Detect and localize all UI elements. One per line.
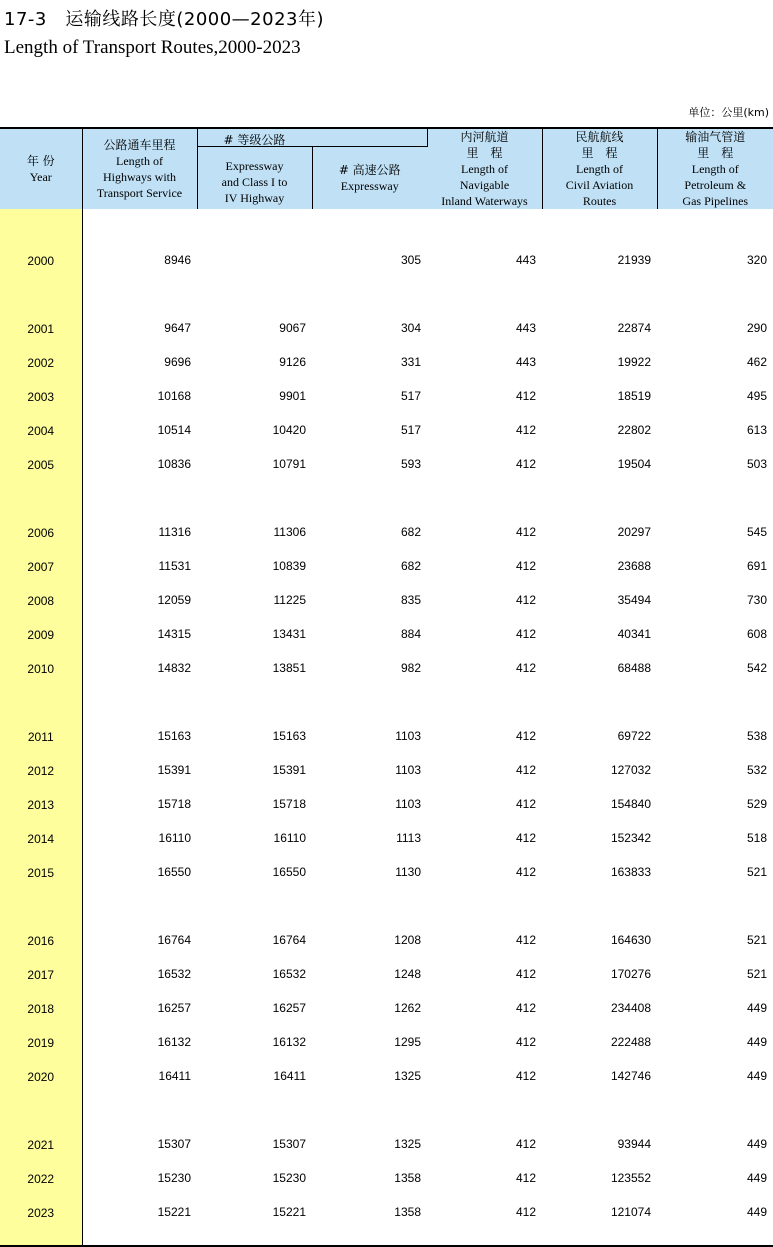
empty-cell (82, 889, 197, 923)
empty-cell (427, 889, 542, 923)
table-row (0, 413, 773, 447)
graded-cell: 16411 (197, 1059, 312, 1093)
graded-cell: 9126 (197, 345, 312, 379)
empty-cell (657, 889, 773, 923)
highway-cell: 11316 (82, 515, 197, 549)
empty-cell (427, 1229, 542, 1246)
highway-cell: 15230 (82, 1161, 197, 1195)
expressway-cell: 517 (312, 379, 427, 413)
highway-cell: 16532 (82, 957, 197, 991)
table-row (0, 515, 773, 549)
header-aviation-en-1: Length of (543, 161, 657, 177)
highway-cell: 15163 (82, 719, 197, 753)
table-row (0, 583, 773, 617)
table-row (0, 1025, 773, 1059)
pipeline-cell: 518 (657, 821, 773, 855)
year-cell: 2006 (0, 515, 82, 549)
header-year (0, 128, 82, 209)
pipeline-cell: 608 (657, 617, 773, 651)
graded-cell: 16550 (197, 855, 312, 889)
empty-cell (312, 1229, 427, 1246)
table-body (0, 209, 773, 1246)
year-cell: 2001 (0, 311, 82, 345)
expressway-cell: 305 (312, 243, 427, 277)
aviation-cell: 123552 (542, 1161, 657, 1195)
header-graded-en-3: IV Highway (198, 190, 312, 206)
empty-cell (657, 1229, 773, 1246)
expressway-cell: 304 (312, 311, 427, 345)
graded-cell: 10791 (197, 447, 312, 481)
empty-cell (657, 685, 773, 719)
inland-cell: 412 (427, 1059, 542, 1093)
graded-cell: 10420 (197, 413, 312, 447)
year-cell: 2015 (0, 855, 82, 889)
inland-cell: 412 (427, 447, 542, 481)
year-cell: 2014 (0, 821, 82, 855)
year-cell: 2013 (0, 787, 82, 821)
header-pipeline-cn-1: 输油气管道 (658, 129, 773, 145)
empty-cell (197, 277, 312, 311)
empty-cell (542, 889, 657, 923)
graded-cell: 16257 (197, 991, 312, 1025)
year-cell: 2021 (0, 1127, 82, 1161)
highway-cell: 8946 (82, 243, 197, 277)
header-year-en: Year (0, 169, 82, 185)
header-aviation (542, 128, 657, 209)
year-cell: 2000 (0, 243, 82, 277)
expressway-cell: 1130 (312, 855, 427, 889)
graded-cell: 15307 (197, 1127, 312, 1161)
expressway-cell: 1103 (312, 719, 427, 753)
year-cell: 2012 (0, 753, 82, 787)
year-cell (0, 1229, 82, 1246)
header-inland-cn-2: 里 程 (428, 145, 542, 161)
header-highway-en-3: Transport Service (83, 185, 197, 201)
pipeline-cell: 545 (657, 515, 773, 549)
aviation-cell: 154840 (542, 787, 657, 821)
inland-cell: 412 (427, 515, 542, 549)
empty-cell (197, 889, 312, 923)
year-cell (0, 1093, 82, 1127)
expressway-cell: 682 (312, 549, 427, 583)
aviation-cell: 121074 (542, 1195, 657, 1229)
transport-routes-table (0, 127, 773, 1247)
aviation-cell: 18519 (542, 379, 657, 413)
header-pipeline-en-2: Petroleum & (658, 177, 773, 193)
pipeline-cell: 449 (657, 1127, 773, 1161)
graded-cell: 13851 (197, 651, 312, 685)
empty-cell (197, 209, 312, 243)
header-inland (427, 128, 542, 209)
expressway-cell: 1295 (312, 1025, 427, 1059)
empty-cell (312, 209, 427, 243)
highway-cell: 10168 (82, 379, 197, 413)
header-expressway-cn: # 高速公路 (313, 162, 428, 178)
empty-cell (197, 1093, 312, 1127)
empty-cell (312, 1093, 427, 1127)
table-row (0, 855, 773, 889)
empty-cell (427, 685, 542, 719)
year-cell (0, 481, 82, 515)
aviation-cell: 23688 (542, 549, 657, 583)
year-cell: 2019 (0, 1025, 82, 1059)
inland-cell: 412 (427, 719, 542, 753)
highway-cell: 16550 (82, 855, 197, 889)
graded-cell: 10839 (197, 549, 312, 583)
empty-cell (657, 481, 773, 515)
inland-cell: 412 (427, 379, 542, 413)
pipeline-cell: 449 (657, 1059, 773, 1093)
expressway-cell: 593 (312, 447, 427, 481)
header-year-cn: 年 份 (0, 153, 82, 169)
pipeline-cell: 529 (657, 787, 773, 821)
unit-label: 单位：公里(km) (688, 104, 769, 120)
pipeline-cell: 532 (657, 753, 773, 787)
pipeline-cell: 730 (657, 583, 773, 617)
empty-cell (427, 481, 542, 515)
pipeline-cell: 521 (657, 923, 773, 957)
inland-cell: 412 (427, 1195, 542, 1229)
aviation-cell: 163833 (542, 855, 657, 889)
highway-cell: 16411 (82, 1059, 197, 1093)
year-cell: 2018 (0, 991, 82, 1025)
graded-cell (197, 243, 312, 277)
table-row (0, 923, 773, 957)
inland-cell: 412 (427, 923, 542, 957)
header-pipeline-cn-2: 里 程 (658, 145, 773, 161)
header-inland-en-3: Inland Waterways (428, 193, 542, 209)
pipeline-cell: 613 (657, 413, 773, 447)
year-cell: 2009 (0, 617, 82, 651)
aviation-cell: 222488 (542, 1025, 657, 1059)
expressway-cell: 982 (312, 651, 427, 685)
year-cell: 2023 (0, 1195, 82, 1229)
pipeline-cell: 538 (657, 719, 773, 753)
header-pipeline (657, 128, 773, 209)
table-row (0, 1127, 773, 1161)
year-cell: 2010 (0, 651, 82, 685)
table-row (0, 1161, 773, 1195)
expressway-cell: 1113 (312, 821, 427, 855)
expressway-cell: 1358 (312, 1195, 427, 1229)
pipeline-cell: 449 (657, 991, 773, 1025)
highway-cell: 15221 (82, 1195, 197, 1229)
year-cell: 2016 (0, 923, 82, 957)
expressway-cell: 1262 (312, 991, 427, 1025)
spacer-row (0, 277, 773, 311)
empty-cell (312, 277, 427, 311)
highway-cell: 9696 (82, 345, 197, 379)
graded-cell: 15718 (197, 787, 312, 821)
empty-cell (197, 1229, 312, 1246)
table-row (0, 821, 773, 855)
aviation-cell: 68488 (542, 651, 657, 685)
empty-cell (427, 277, 542, 311)
aviation-cell: 22874 (542, 311, 657, 345)
empty-cell (427, 209, 542, 243)
graded-cell: 9901 (197, 379, 312, 413)
table-row (0, 991, 773, 1025)
empty-cell (657, 209, 773, 243)
pipeline-cell: 521 (657, 957, 773, 991)
header-graded (197, 147, 312, 209)
year-cell: 2011 (0, 719, 82, 753)
graded-cell: 15391 (197, 753, 312, 787)
aviation-cell: 93944 (542, 1127, 657, 1161)
empty-cell (197, 685, 312, 719)
empty-cell (427, 1093, 542, 1127)
spacer-row (0, 685, 773, 719)
empty-cell (82, 685, 197, 719)
aviation-cell: 164630 (542, 923, 657, 957)
aviation-cell: 234408 (542, 991, 657, 1025)
empty-cell (542, 277, 657, 311)
table-row (0, 243, 773, 277)
pipeline-cell: 691 (657, 549, 773, 583)
year-cell: 2003 (0, 379, 82, 413)
empty-cell (82, 481, 197, 515)
aviation-cell: 21939 (542, 243, 657, 277)
highway-cell: 14315 (82, 617, 197, 651)
expressway-cell: 1208 (312, 923, 427, 957)
aviation-cell: 142746 (542, 1059, 657, 1093)
pipeline-cell: 495 (657, 379, 773, 413)
inland-cell: 412 (427, 651, 542, 685)
page-title-en: Length of Transport Routes,2000-2023 (4, 37, 301, 59)
inland-cell: 412 (427, 753, 542, 787)
expressway-cell: 1103 (312, 753, 427, 787)
pipeline-cell: 462 (657, 345, 773, 379)
empty-cell (82, 277, 197, 311)
spacer-row (0, 1229, 773, 1246)
year-cell: 2007 (0, 549, 82, 583)
empty-cell (542, 1229, 657, 1246)
year-cell: 2005 (0, 447, 82, 481)
table-row (0, 651, 773, 685)
pipeline-cell: 320 (657, 243, 773, 277)
graded-cell: 15230 (197, 1161, 312, 1195)
highway-cell: 16132 (82, 1025, 197, 1059)
highway-cell: 15307 (82, 1127, 197, 1161)
pipeline-cell: 290 (657, 311, 773, 345)
pipeline-cell: 542 (657, 651, 773, 685)
inland-cell: 412 (427, 549, 542, 583)
aviation-cell: 127032 (542, 753, 657, 787)
empty-cell (542, 1093, 657, 1127)
header-highway-cn: 公路通车里程 (83, 137, 197, 153)
inland-cell: 412 (427, 821, 542, 855)
graded-cell: 16110 (197, 821, 312, 855)
pipeline-cell: 503 (657, 447, 773, 481)
graded-cell: 11306 (197, 515, 312, 549)
highway-cell: 10836 (82, 447, 197, 481)
table-row (0, 345, 773, 379)
header-expressway-en: Expressway (313, 178, 428, 194)
header-aviation-cn-2: 里 程 (543, 145, 657, 161)
highway-cell: 9647 (82, 311, 197, 345)
inland-cell: 443 (427, 243, 542, 277)
spacer-row (0, 209, 773, 243)
empty-cell (197, 481, 312, 515)
inland-cell: 443 (427, 345, 542, 379)
expressway-cell: 682 (312, 515, 427, 549)
highway-cell: 15391 (82, 753, 197, 787)
graded-cell: 11225 (197, 583, 312, 617)
table-row (0, 379, 773, 413)
aviation-cell: 19504 (542, 447, 657, 481)
inland-cell: 443 (427, 311, 542, 345)
aviation-cell: 152342 (542, 821, 657, 855)
expressway-cell: 884 (312, 617, 427, 651)
empty-cell (312, 481, 427, 515)
header-graded-en-1: Expressway (198, 158, 312, 174)
graded-cell: 16532 (197, 957, 312, 991)
empty-cell (82, 1229, 197, 1246)
inland-cell: 412 (427, 787, 542, 821)
spacer-row (0, 889, 773, 923)
pipeline-cell: 521 (657, 855, 773, 889)
highway-cell: 14832 (82, 651, 197, 685)
inland-cell: 412 (427, 617, 542, 651)
table-row (0, 549, 773, 583)
pipeline-cell: 449 (657, 1025, 773, 1059)
header-inland-en-1: Length of (428, 161, 542, 177)
graded-cell: 13431 (197, 617, 312, 651)
graded-cell: 15221 (197, 1195, 312, 1229)
expressway-cell: 835 (312, 583, 427, 617)
empty-cell (657, 1093, 773, 1127)
pipeline-cell: 449 (657, 1195, 773, 1229)
year-cell: 2022 (0, 1161, 82, 1195)
highway-cell: 10514 (82, 413, 197, 447)
empty-cell (542, 481, 657, 515)
year-cell: 2002 (0, 345, 82, 379)
aviation-cell: 170276 (542, 957, 657, 991)
highway-cell: 16257 (82, 991, 197, 1025)
highway-cell: 12059 (82, 583, 197, 617)
table-row (0, 447, 773, 481)
header-graded-cn: # 等级公路 (198, 132, 427, 148)
expressway-cell: 1358 (312, 1161, 427, 1195)
table-row (0, 617, 773, 651)
table-row (0, 753, 773, 787)
empty-cell (82, 1093, 197, 1127)
expressway-cell: 331 (312, 345, 427, 379)
pipeline-cell: 449 (657, 1161, 773, 1195)
aviation-cell: 35494 (542, 583, 657, 617)
spacer-row (0, 481, 773, 515)
graded-cell: 9067 (197, 311, 312, 345)
empty-cell (657, 277, 773, 311)
header-inland-en-2: Navigable (428, 177, 542, 193)
header-expressway (312, 147, 427, 209)
graded-cell: 15163 (197, 719, 312, 753)
expressway-cell: 517 (312, 413, 427, 447)
year-cell: 2017 (0, 957, 82, 991)
highway-cell: 16764 (82, 923, 197, 957)
expressway-cell: 1248 (312, 957, 427, 991)
inland-cell: 412 (427, 1025, 542, 1059)
header-highway (82, 128, 197, 209)
header-highway-en-2: Highways with (83, 169, 197, 185)
year-cell (0, 685, 82, 719)
inland-cell: 412 (427, 855, 542, 889)
year-cell: 2020 (0, 1059, 82, 1093)
aviation-cell: 22802 (542, 413, 657, 447)
header-highway-en-1: Length of (83, 153, 197, 169)
aviation-cell: 20297 (542, 515, 657, 549)
aviation-cell: 69722 (542, 719, 657, 753)
inland-cell: 412 (427, 583, 542, 617)
empty-cell (312, 685, 427, 719)
header-graded-en-2: and Class I to (198, 174, 312, 190)
table-row (0, 957, 773, 991)
table-header (0, 128, 773, 209)
empty-cell (82, 209, 197, 243)
highway-cell: 16110 (82, 821, 197, 855)
table-row (0, 719, 773, 753)
header-pipeline-en-3: Gas Pipelines (658, 193, 773, 209)
highway-cell: 11531 (82, 549, 197, 583)
graded-cell: 16764 (197, 923, 312, 957)
inland-cell: 412 (427, 991, 542, 1025)
year-cell (0, 209, 82, 243)
header-inland-cn-1: 内河航道 (428, 129, 542, 145)
header-pipeline-en-1: Length of (658, 161, 773, 177)
header-aviation-cn-1: 民航航线 (543, 129, 657, 145)
inland-cell: 412 (427, 1161, 542, 1195)
page-title-cn: 17-3 运输线路长度(2000—2023年) (4, 5, 324, 31)
year-cell (0, 889, 82, 923)
inland-cell: 412 (427, 1127, 542, 1161)
inland-cell: 412 (427, 957, 542, 991)
highway-cell: 15718 (82, 787, 197, 821)
spacer-row (0, 1093, 773, 1127)
table-row (0, 1059, 773, 1093)
expressway-cell: 1325 (312, 1059, 427, 1093)
header-aviation-en-2: Civil Aviation (543, 177, 657, 193)
empty-cell (312, 889, 427, 923)
aviation-cell: 40341 (542, 617, 657, 651)
header-aviation-en-3: Routes (543, 193, 657, 209)
year-cell: 2004 (0, 413, 82, 447)
year-cell: 2008 (0, 583, 82, 617)
expressway-cell: 1103 (312, 787, 427, 821)
table-row (0, 311, 773, 345)
aviation-cell: 19922 (542, 345, 657, 379)
table-row (0, 1195, 773, 1229)
graded-cell: 16132 (197, 1025, 312, 1059)
empty-cell (542, 209, 657, 243)
expressway-cell: 1325 (312, 1127, 427, 1161)
table-row (0, 787, 773, 821)
empty-cell (542, 685, 657, 719)
inland-cell: 412 (427, 413, 542, 447)
year-cell (0, 277, 82, 311)
